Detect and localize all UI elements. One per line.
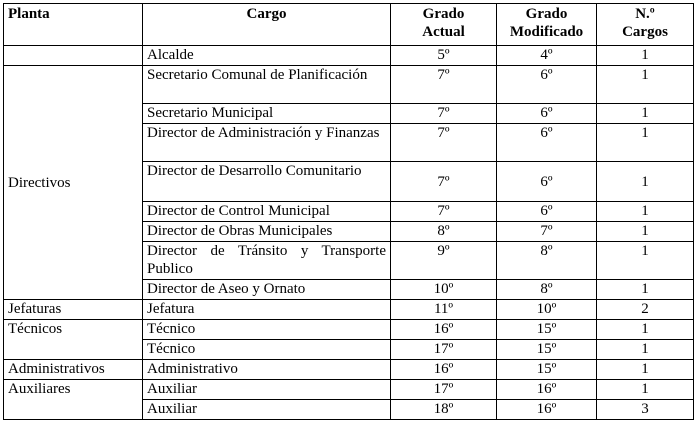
planta-jefaturas: Jefaturas: [4, 300, 143, 320]
grado-modificado-cell: 16º: [497, 400, 597, 420]
cargo-cell: Director de Aseo y Ornato: [143, 280, 391, 300]
grado-actual-cell: 7º: [391, 104, 497, 124]
grado-modificado-cell: 16º: [497, 380, 597, 400]
grado-modificado-cell: 7º: [497, 222, 597, 242]
cargo-cell: Jefatura: [143, 300, 391, 320]
grado-modificado-cell: 6º: [497, 124, 597, 162]
n-cargos-cell: 1: [597, 66, 694, 104]
n-cargos-cell: 2: [597, 300, 694, 320]
cargo-cell: Técnico: [143, 320, 391, 340]
n-cargos-cell: 1: [597, 380, 694, 400]
cargo-cell: Técnico: [143, 340, 391, 360]
grado-actual-cell: 18º: [391, 400, 497, 420]
grado-modificado-cell: 6º: [497, 162, 597, 202]
cargo-cell: Auxiliar: [143, 380, 391, 400]
header-n-cargos-line2: Cargos: [622, 24, 668, 40]
grado-actual-cell: 7º: [391, 124, 497, 162]
cargo-cell: Director de Obras Municipales: [143, 222, 391, 242]
grado-actual-cell: 8º: [391, 222, 497, 242]
n-cargos-cell: 1: [597, 222, 694, 242]
header-row: [4, 4, 694, 46]
header-n-cargos-line1: N.º: [635, 6, 655, 22]
planta-auxiliares: Auxiliares: [4, 380, 143, 420]
n-cargos-cell: 1: [597, 202, 694, 222]
table-row: [4, 66, 694, 104]
n-cargos-cell: 1: [597, 242, 694, 280]
table-row: [4, 360, 694, 380]
header-grado-modificado: [497, 4, 597, 46]
grado-modificado-cell: 6º: [497, 202, 597, 222]
grado-modificado-cell: 6º: [497, 104, 597, 124]
table-row: [4, 380, 694, 400]
header-grado-actual: [391, 4, 497, 46]
grado-actual-cell: 16º: [391, 360, 497, 380]
planta-administrativos: Administrativos: [4, 360, 143, 380]
cargo-cell: Secretario Comunal de Planificación: [143, 66, 391, 104]
grado-actual-cell: 17º: [391, 380, 497, 400]
planta-directivos: Directivos: [4, 66, 143, 300]
grado-modificado-cell: 4º: [497, 46, 597, 66]
cargo-cell: Administrativo: [143, 360, 391, 380]
n-cargos-cell: 1: [597, 340, 694, 360]
cargo-cell: Director de Desarrollo Comunitario: [143, 162, 391, 202]
n-cargos-cell: 1: [597, 124, 694, 162]
grado-modificado-cell: 15º: [497, 360, 597, 380]
grado-actual-cell: 11º: [391, 300, 497, 320]
header-cargo: Cargo: [143, 4, 391, 46]
grado-modificado-cell: 15º: [497, 320, 597, 340]
header-grado-actual-line1: Grado: [422, 6, 465, 22]
cargo-cell: Director de Control Municipal: [143, 202, 391, 222]
cargo-cell: Auxiliar: [143, 400, 391, 420]
grado-modificado-cell: 8º: [497, 280, 597, 300]
n-cargos-cell: 1: [597, 280, 694, 300]
grado-modificado-cell: 6º: [497, 66, 597, 104]
table-row: [4, 320, 694, 340]
grado-actual-cell: 7º: [391, 202, 497, 222]
grado-modificado-cell: 15º: [497, 340, 597, 360]
planta-empty-cell: [4, 46, 143, 66]
header-grado-actual-line2: Actual: [422, 24, 465, 40]
table-row: [4, 300, 694, 320]
cargo-cell: Alcalde: [143, 46, 391, 66]
grado-actual-cell: 5º: [391, 46, 497, 66]
cargo-cell: Director de Administración y Finanzas: [143, 124, 391, 162]
header-grado-modificado-line2: Modificado: [509, 24, 584, 40]
grado-modificado-cell: 8º: [497, 242, 597, 280]
header-planta: Planta: [4, 4, 143, 46]
grado-actual-cell: 7º: [391, 162, 497, 202]
cargo-cell: Director de Tránsito y Transporte Publico: [143, 242, 391, 280]
n-cargos-cell: 1: [597, 320, 694, 340]
n-cargos-cell: 1: [597, 46, 694, 66]
grado-actual-cell: 16º: [391, 320, 497, 340]
table-row: [4, 46, 694, 66]
n-cargos-cell: 1: [597, 360, 694, 380]
planta-tecnicos: Técnicos: [4, 320, 143, 360]
grado-actual-cell: 17º: [391, 340, 497, 360]
n-cargos-cell: 3: [597, 400, 694, 420]
header-grado-modificado-line1: Grado: [525, 6, 568, 22]
cargos-table: [3, 3, 694, 420]
grado-actual-cell: 10º: [391, 280, 497, 300]
grado-actual-cell: 7º: [391, 66, 497, 104]
n-cargos-cell: 1: [597, 104, 694, 124]
cargo-cell: Secretario Municipal: [143, 104, 391, 124]
grado-actual-cell: 9º: [391, 242, 497, 280]
grado-modificado-cell: 10º: [497, 300, 597, 320]
n-cargos-cell: 1: [597, 162, 694, 202]
header-n-cargos: [597, 4, 694, 46]
